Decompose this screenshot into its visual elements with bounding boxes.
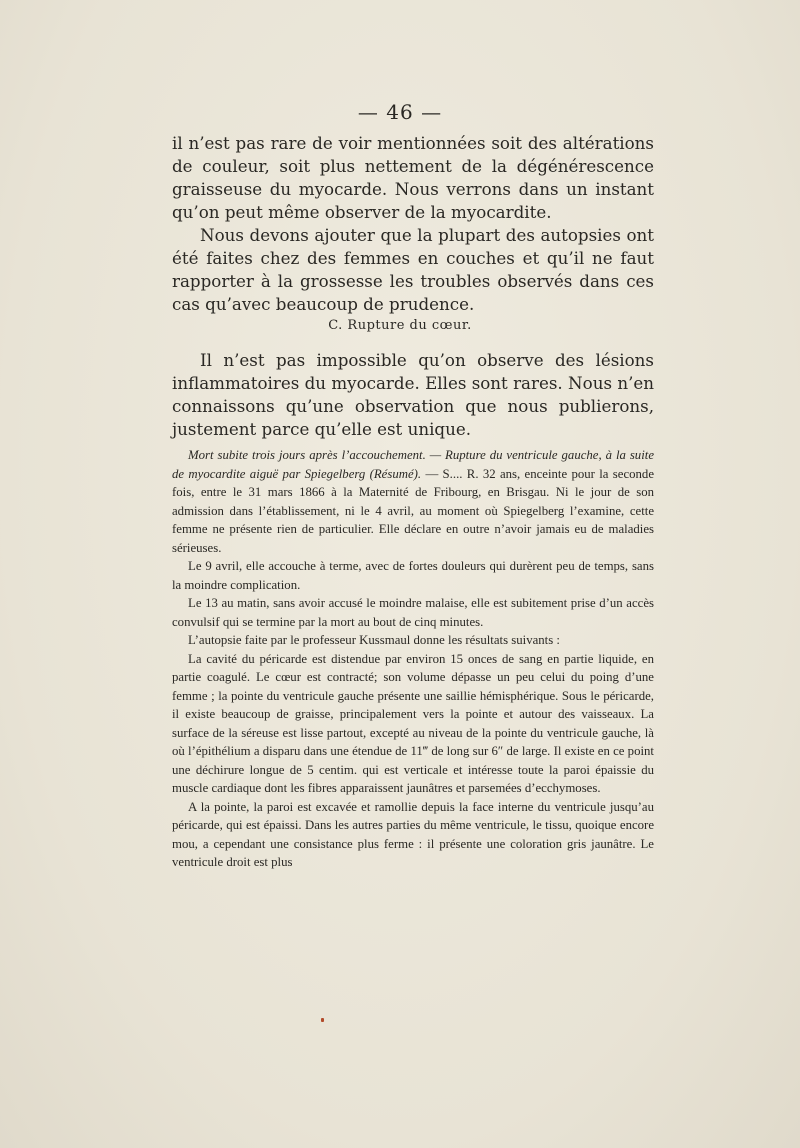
intro-block bbox=[172, 349, 654, 441]
paragraph: A la pointe, la paroi est excavée et ramollie depuis la face interne du ventricule jusqu’au péricarde, qui est épaissi. Dans les autres parties du même ventricule, le tissu, quoique encore mou, a cependant une consistance plus ferme : il présente une coloration gris jaunâtre. Le ventricule droit est plus bbox=[172, 799, 654, 869]
paragraph: Le 13 au matin, sans avoir accusé le moindre malaise, elle est subitement prise d’un accès convulsif qui se termine par la mort au bout de cinq minutes. bbox=[172, 596, 654, 629]
paragraph: Il n’est pas impossible qu’on observe des lésions inflammatoires du myocarde. Elles sont rares. Nous n’en connaissons qu’une observation que nous publierons, justement parce qu’elle est unique. bbox=[172, 350, 654, 439]
observation-intro: — S.... R. 32 ans, enceinte pour la seconde fois, entre le 31 mars 1866 à la Maternité de Fribourg, en Brisgau. Ni le jour de son admission dans l’établissement, ni le 4 avril, au moment où Spiegelberg l’examine, cette femme ne présente rien de particulier. Elle déclare en outre n’avoir jamais eu de maladies sérieuses. bbox=[172, 466, 654, 555]
observation-block bbox=[172, 446, 654, 872]
section-heading: C. Rupture du cœur. bbox=[328, 318, 472, 333]
paragraph: Le 9 avril, elle accouche à terme, avec de fortes douleurs qui durèrent peu de temps, sans la moindre complication. bbox=[172, 559, 654, 592]
observation-header bbox=[172, 446, 654, 557]
paragraph: La cavité du péricarde est distendue par environ 15 onces de sang en partie liquide, en partie coagulé. Le cœur est contracté; son volume dépasse un peu celui du poing d’une femme ; la pointe du ventricule gauche présente une saillie hémisphérique. Sous le péricarde, il existe beaucoup de graisse, principalement vers la pointe et autour des vaisseaux. La surface de la séreuse est lisse partout, excepté au niveau de la pointe du ventricule gauche, là où l’épithélium a disparu dans une étendue de 11‴ de long sur 6″ de large. Il existe en ce point une déchirure longue de 5 centim. qui est verticale et intéresse toute la paroi épaissie du muscle cardiaque dont les fibres apparaissent jaunâtres et parsemées d’ecchymoses. bbox=[172, 651, 654, 795]
top-paragraphs bbox=[172, 132, 654, 316]
observation-title: Mort subite trois jours après l’accouchement. — Rupture du ventricule gauche, à la suite de myocardite aiguë par Spiegelberg (Résumé). bbox=[172, 448, 654, 481]
paragraph: Nous devons ajouter que la plupart des autopsies ont été faites chez des femmes en couches et qu’il ne faut rapporter à la grossesse les troubles observés dans ces cas qu’avec beaucoup de prudence. bbox=[172, 225, 654, 314]
ink-speck bbox=[321, 1018, 324, 1022]
paragraph: L’autopsie faite par le professeur Kussmaul donne les résultats suivants : bbox=[188, 633, 560, 647]
page-number: — 46 — bbox=[357, 100, 443, 124]
paragraph: il n’est pas rare de voir mentionnées soit des altérations de couleur, soit plus nettement de la dégénérescence graisseuse du myocarde. Nous verrons dans un instant qu’on peut même observer de la myocardite. bbox=[172, 133, 654, 222]
